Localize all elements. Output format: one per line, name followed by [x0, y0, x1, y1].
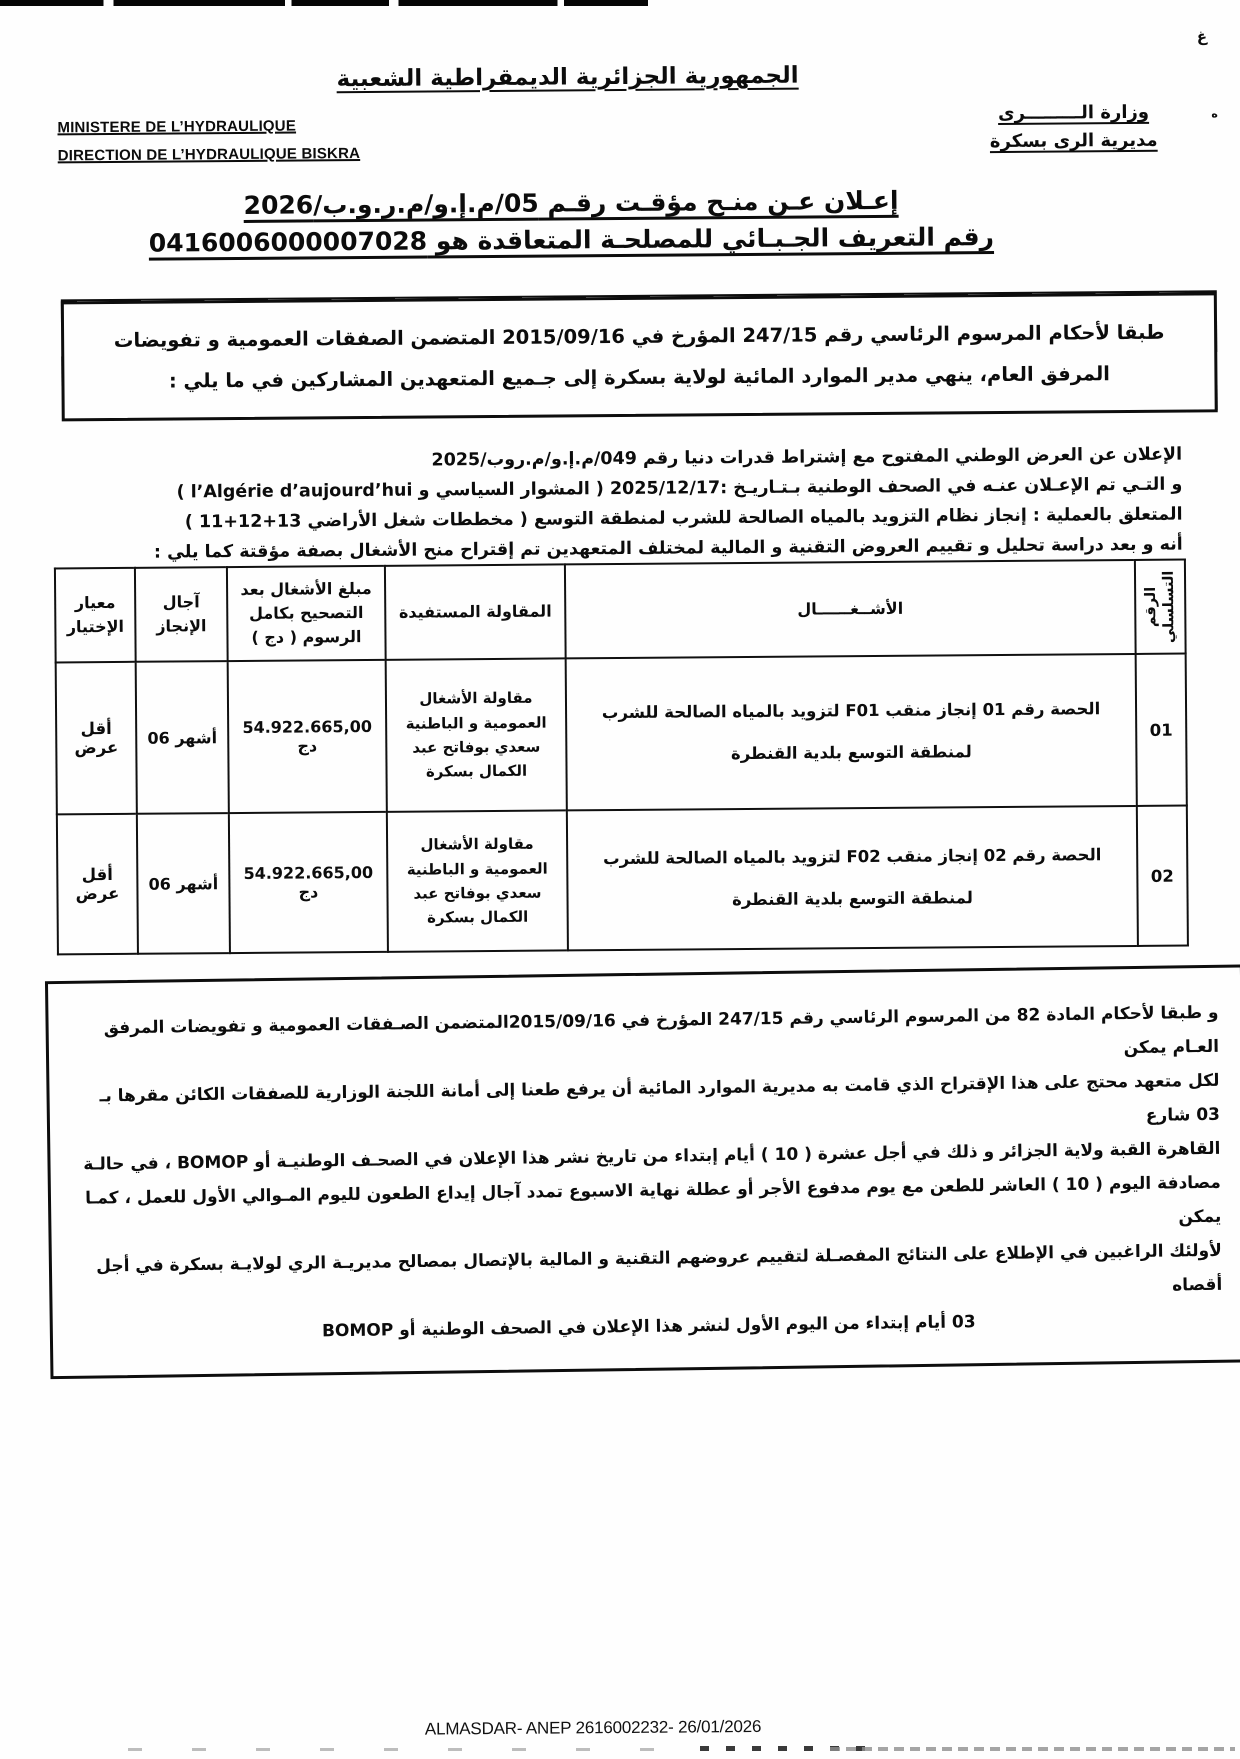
- republic-title: الجمهورية الجزائرية الديمقراطية الشعبية: [336, 62, 799, 93]
- cell-amount: 54.922.665,00 دج: [229, 812, 388, 953]
- cell-contractor: مقاولة الأشغال العمومية و الباطنية سعدي بوفاتح عبد الكمال بسكرة: [387, 810, 568, 951]
- column-header-deadline: آجال الإنجاز: [135, 567, 228, 662]
- column-header-works: الأشــغــــــال: [565, 560, 1136, 658]
- appeal-line3: القاهرة القبة ولاية الجزائر و ذلك في أجل عشرة ( 10 ) أيام إبتداء من تاريخ نشر هذا الإعلان في الصحـف الوطنيـة أو BOMOP ، في حالـة: [83, 1138, 1221, 1175]
- intro-line4: أنه و بعد دراسة تحليل و تقييم العروض التقنية و المالية لمختلف المتعهدين تم إقتراح منح الأشغال بصفة مؤقتة كما يلي :: [153, 534, 1183, 563]
- table-header-row: [55, 560, 1186, 663]
- decree-notice-box: [61, 292, 1218, 421]
- cell-works: الحصة رقم 02 إنجاز منقب F02 لتزويد بالمياه الصالحة للشرب لمنطقة التوسع بلدية القنطرة: [567, 806, 1138, 950]
- cell-works: الحصة رقم 01 إنجاز منقب F01 لتزويد بالمياه الصالحة للشرب لمنطقة التوسع بلدية القنطرة: [566, 654, 1137, 810]
- column-header-serial: الرقم التسلسلي: [1135, 560, 1186, 654]
- intro-line1: الإعلان عن العرض الوطني المفتوح مع إشتراط قدرات دنيا رقم 049/م.إ.و/م.روب/2025: [431, 444, 1183, 471]
- award-table: [54, 559, 1189, 956]
- cell-serial: 02: [1137, 806, 1188, 946]
- appeal-procedure-box: [45, 964, 1240, 1379]
- ministry-arabic-block: [990, 99, 1158, 156]
- ministry-french-line1: MINISTERE DE L’HYDRAULIQUE: [57, 117, 297, 137]
- announcement-title-line1: إعـلان عـن منـح مؤقـت رقـم 05/م.إ.و/م.ر.و.ب/2026: [243, 185, 899, 220]
- intro-line3: المتعلق بالعملية : إنجاز نظام التزويد بالمياه الصالحة للشرب لمنطقة التوسع ( مخططات شغل الأراضي 13+12+11 ): [184, 504, 1183, 533]
- column-header-amount: مبلغ الأشغال بعد التصحيح بكامل الرسوم ( دج ): [227, 566, 386, 661]
- appeal-line4: مصادفة اليوم ( 10 ) العاشر للطعن مع يوم مدفوع الأجر أو عطلة نهاية الاسبوع تمدد آجال إيداع الطعون لليوم المـوالي الأول للعمل ، كمـا يمكن: [84, 1172, 1222, 1228]
- cell-amount: 54.922.665,00 دج: [228, 660, 387, 813]
- announcement-title-line2: رقم التعريف الجـبـائي للمصلحـة المتعاقدة هو 0416006000007028: [148, 222, 995, 258]
- appeal-line2: لكل متعهد محتج على هذا الإقتراح الذي قامت به مديرية الموارد المائية أن يرفع طعنا إلى أمانة اللجنة الوزارية للصفقات الكائن مقرها بـ 03 شارع: [99, 1070, 1221, 1126]
- margin-mark-middle: ه: [1211, 107, 1218, 121]
- tender-intro-paragraph: [50, 440, 1183, 569]
- cell-deadline: 06 أشهر: [136, 661, 229, 814]
- margin-mark-top: غ: [1196, 27, 1208, 46]
- cell-criterion: أقل عرض: [56, 662, 137, 815]
- appeal-line1: و طبقا لأحكام المادة 82 من المرسوم الرئاسي رقم 247/15 المؤرخ في 2015/09/16المتضمن الصـفقات العمومية و تفويضات المرفق العـام يمكن: [103, 1002, 1220, 1059]
- intro-line2: و التـي تم الإعـلان عنـه في الصحف الوطنية بـتـاريـخ :2025/12/17 ( المشوار السياسي و l’Algérie d’aujourd’hui ): [176, 474, 1183, 503]
- decree-notice-text-line1: طبقا لأحكام المرسوم الرئاسي رقم 247/15 المؤرخ في 2015/09/16 المتضمن الصفقات العمومية و تفويضات: [113, 320, 1165, 352]
- table-row: [56, 654, 1187, 815]
- table-row: [57, 806, 1188, 955]
- ministry-arabic-line2: مديرية الرى بسكرة: [989, 129, 1158, 153]
- cell-criterion: أقل عرض: [57, 814, 138, 955]
- column-header-criterion: معيار الإختيار: [55, 568, 136, 663]
- ministry-french-block: [57, 112, 360, 170]
- announcement-title: [0, 182, 1146, 265]
- appeal-line5: لأولئك الراغبين في الإطلاع على النتائج المفصـلة لتقييم عروضهم التقنية و المالية بالإتصال بمصالح مديريـة الري لولايـة بسكرة في أجل أقصاه: [96, 1240, 1223, 1296]
- ministry-arabic-line1: وزارة الـــــــــرى: [997, 101, 1150, 125]
- decree-notice-text-line2: المرفق العام، ينهي مدير الموارد المائية لولاية بسكرة إلى جـميع المتعهدين المشاركين في ما يلي :: [168, 362, 1111, 393]
- cell-deadline: 06 أشهر: [137, 813, 230, 954]
- column-header-contractor: المقاولة المستفيدة: [385, 564, 566, 659]
- ministry-french-line2: DIRECTION DE L’HYDRAULIQUE BISKRA: [57, 145, 361, 165]
- cell-serial: 01: [1136, 654, 1187, 806]
- appeal-line6: 03 أيام إبتداء من اليوم الأول لنشر هذا الإعلان في الصحف الوطنية أو BOMOP: [321, 1312, 976, 1342]
- cell-contractor: مقاولة الأشغال العمومية و الباطنية سعدي بوفاتح عبد الكمال بسكرة: [386, 658, 567, 811]
- anep-footer-reference: ALMASDAR- ANEP 2616002232- 26/01/2026: [424, 1716, 762, 1739]
